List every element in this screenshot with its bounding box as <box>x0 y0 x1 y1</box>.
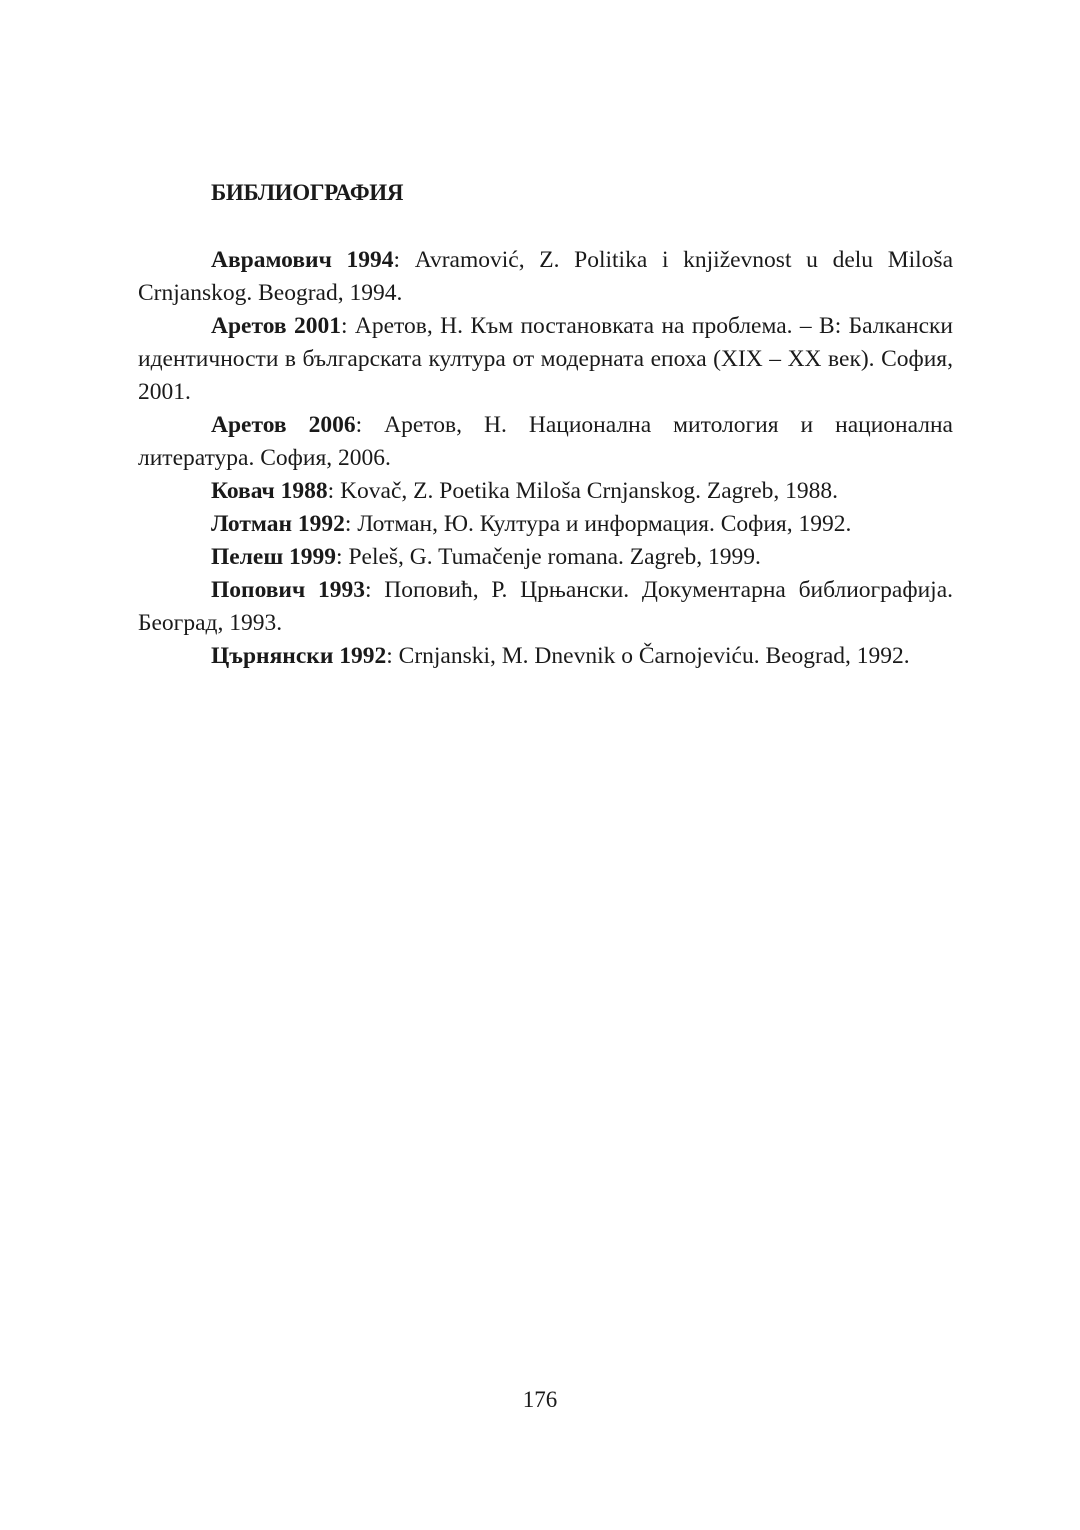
bibliography-entry <box>138 244 953 310</box>
entry-key: Църнянски 1992 <box>211 643 387 669</box>
bibliography-list <box>138 244 953 673</box>
entry-text: : Kovač, Z. Poetika Miloša Crnjanskog. Zagreb, 1988. <box>327 478 839 504</box>
entry-text: : Лотман, Ю. Култура и информация. София, 1992. <box>344 511 852 537</box>
bibliography-heading: БИБЛИОГРАФИЯ <box>211 180 404 205</box>
bibliography-entry <box>138 541 953 574</box>
bibliography-entry <box>138 409 953 475</box>
entry-text: : Аретов, Н. Национална митология и национална литература. София, 2006. <box>138 412 953 471</box>
bibliography-entry <box>138 640 953 673</box>
page-number: 176 <box>522 1387 558 1412</box>
bibliography-entry <box>138 574 953 640</box>
entry-key: Аврамович 1994 <box>211 247 394 273</box>
entry-key: Пелеш 1999 <box>211 544 337 570</box>
bibliography-entry <box>138 508 953 541</box>
entry-key: Аретов 2006 <box>211 412 356 438</box>
entry-text: : Поповић, Р. Црњански. Документарна библиографија. Београд, 1993. <box>138 577 954 636</box>
entry-text: : Аретов, Н. Към постановката на проблема. – В: Балкански идентичности в българската култура от модерната епоха (XIX – XX век). София, 2001. <box>138 313 953 405</box>
entry-key: Попович 1993 <box>211 577 365 603</box>
entry-key: Лотман 1992 <box>211 511 345 537</box>
entry-text: : Crnjanski, M. Dnevnik o Čarnojeviću. Beograd, 1992. <box>386 643 910 669</box>
entry-key: Ковач 1988 <box>211 478 328 504</box>
bibliography-entry <box>138 310 953 409</box>
entry-text: : Avramović, Z. Politika i književnost u delu Miloša Crnjanskog. Beograd, 1994. <box>138 247 954 306</box>
bibliography-entry <box>138 475 953 508</box>
entry-key: Аретов 2001 <box>211 313 341 339</box>
entry-text: : Peleš, G. Tumačenje romana. Zagreb, 1999. <box>336 544 761 570</box>
